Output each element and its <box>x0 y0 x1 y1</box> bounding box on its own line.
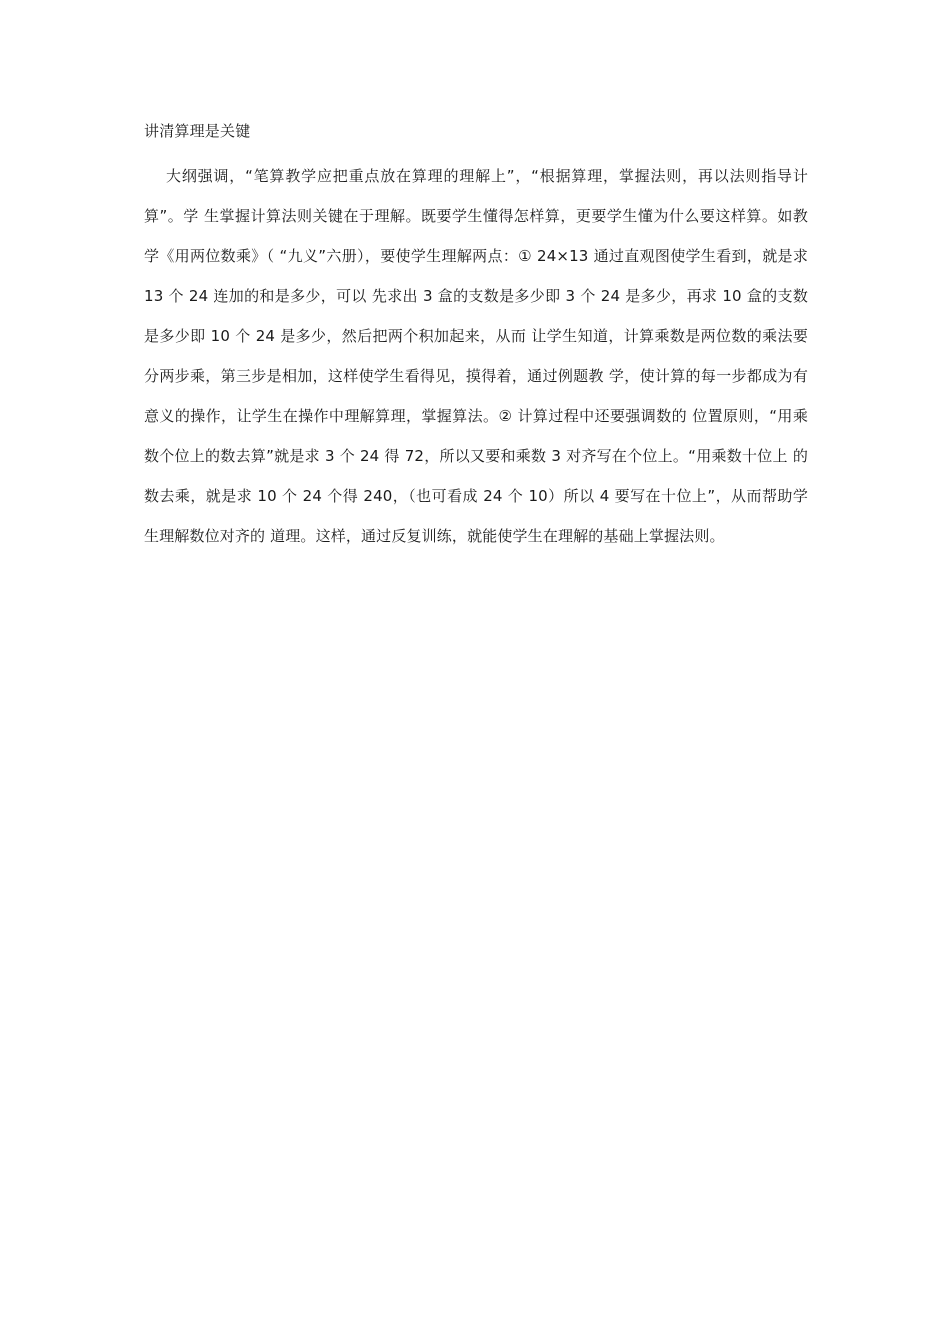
document-title: 讲清算理是关键 <box>144 122 251 140</box>
document-paragraph: 大纲强调，“笔算教学应把重点放在算理的理解上”，“根据算理，掌握法则，再以法则指导计算”。学 生掌握计算法则关键在于理解。既要学生懂得怎样算，更要学生懂为什么要这样算。如教学《用两位数乘》（ “九义”六册），要使学生理解两点：① 24×13 通过直观图使学生看到，就是求 13 个 24 连加的和是多少，可以 先求出 3 盒的支数是多少即 3 个 24 是多少，再求 10 盒的支数是多少即 10 个 24 是多少，然后把两个积加起来，从而 让学生知道，计算乘数是两位数的乘法要分两步乘，第三步是相加，这样使学生看得见，摸得着，通过例题教 学，使计算的每一步都成为有意义的操作，让学生在操作中理解算理，掌握算法。② 计算过程中还要强调数的 位置原则，“用乘数个位上的数去算”就是求 3 个 24 得 72，所以又要和乘数 3 对齐写在个位上。“用乘数十位上 的数去乘，就是求 10 个 24 个得 240，（也可看成 24 个 10）所以 4 要写在十位上”，从而帮助学生理解数位对齐的 道理。这样，通过反复训练，就能使学生在理解的基础上掌握法则。 <box>144 167 808 545</box>
document-content <box>144 118 808 556</box>
